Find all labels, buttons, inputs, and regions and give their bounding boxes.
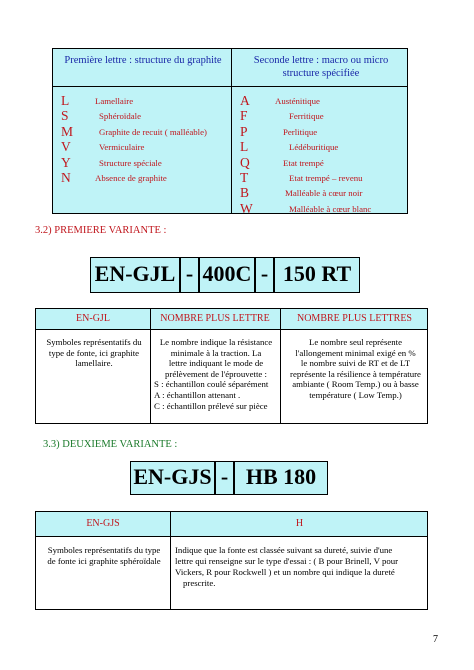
description: Lamellaire <box>95 96 134 106</box>
description: Graphite de recuit ( malléable) <box>99 126 207 137</box>
table-header: EN-GJS <box>86 518 120 529</box>
description: Perlitique <box>283 126 318 137</box>
letter: F <box>240 108 248 124</box>
variant-two-table <box>35 511 428 610</box>
cell-line: lettre indiquant le mode de <box>168 358 264 369</box>
cell-line: type de fonte, ici graphite <box>48 347 140 358</box>
letter: M <box>61 123 74 139</box>
cell-line: A : échantillon attenant . <box>154 389 241 400</box>
cell-line: Symboles représentatifs du <box>46 337 142 347</box>
letter: L <box>61 93 70 108</box>
description: Vermiculaire <box>99 142 145 153</box>
cell-line: Vickers, R pour Rockwell ) et un nombre qui indique la dureté <box>175 567 395 577</box>
cell-line: C : échantillon prélevé sur pièce <box>154 400 268 411</box>
code-part-hb180: HB 180 <box>234 461 328 495</box>
second-letter-list <box>240 93 253 216</box>
table-cell <box>38 337 150 369</box>
cell-line: prescrite. <box>183 578 216 588</box>
letter: Y <box>61 154 71 170</box>
cell-line: Indique que la fonte est classée suivant sa dureté, suivie d'une <box>175 545 393 555</box>
letter: Q <box>240 154 250 170</box>
description: Austénitique <box>275 96 320 106</box>
code-separator: - <box>180 257 199 293</box>
description: Absence de graphite <box>95 173 167 184</box>
letter: B <box>240 185 250 201</box>
description: Malléable à cœur noir <box>285 188 363 199</box>
table-header: NOMBRE PLUS LETTRE <box>160 313 270 324</box>
description: Lédéburitique <box>289 142 339 153</box>
second-letter-descriptions <box>275 93 371 217</box>
description: Etat trempé – revenu <box>289 173 363 184</box>
cell-line: représente la résilience à température <box>290 368 421 379</box>
first-letter-list <box>61 93 73 185</box>
letter: S <box>61 108 69 124</box>
table-cell <box>282 337 429 401</box>
description: Structure spéciale <box>99 157 162 168</box>
page-number: 7 <box>433 634 438 645</box>
table-cell <box>152 337 280 411</box>
section-heading-first-variant: 3.2) PREMIERE VARIANTE : <box>35 225 167 236</box>
code-part-400c: 400C <box>199 257 255 293</box>
second-letter-header: Seconde lettre : macro ou micro structure spécifiée <box>253 55 389 79</box>
code-part-en-gjl: EN-GJL <box>90 257 180 293</box>
table-header: NOMBRE PLUS LETTRES <box>296 313 412 324</box>
cell-line: le nombre suivi de RT et de LT <box>300 358 411 369</box>
code-part-150rt: 150 RT <box>274 257 360 293</box>
description: Etat trempé <box>283 157 324 168</box>
table-header: EN-GJL <box>76 313 110 324</box>
cell-line: l'allongement minimal exigé en % <box>295 347 416 358</box>
cell-line: Le nombre indique la résistance <box>159 337 273 347</box>
code-separator: - <box>215 461 234 495</box>
table-cell <box>38 545 170 567</box>
cell-line: prélèvement de l'éprouvette : <box>165 368 267 379</box>
letter: N <box>61 170 71 186</box>
letter: P <box>240 123 248 139</box>
letter: W <box>240 200 253 216</box>
structure-code-table <box>52 48 408 214</box>
code-separator: - <box>255 257 274 293</box>
variant-one-table <box>35 308 428 424</box>
letter: A <box>240 93 250 108</box>
letter: L <box>240 139 249 155</box>
description: Ferritique <box>289 111 324 122</box>
cell-line: température ( Low Temp.) <box>309 389 402 400</box>
cell-line: lamellaire. <box>75 358 113 369</box>
cell-line: ambiante ( Room Temp.) ou à basse <box>292 379 419 390</box>
cell-line: minimale à la traction. La <box>170 347 262 358</box>
first-letter-descriptions <box>95 93 207 186</box>
cell-line: de fonte ici graphite sphéroïdale <box>47 556 161 566</box>
cell-line: S : échantillon coulé séparément <box>154 379 269 390</box>
cell-line: lettre qui renseigne sur le type d'essai : ( B pour Brinell, V pour <box>175 556 399 566</box>
section-heading-second-variant: 3.3) DEUXIEME VARIANTE : <box>43 439 178 450</box>
description: Malléable à cœur blanc <box>289 203 372 214</box>
description: Sphéroïdale <box>99 111 142 122</box>
code-part-en-gjs: EN-GJS <box>130 461 215 495</box>
first-letter-header: Première lettre : structure du graphite <box>64 55 222 66</box>
table-header: H <box>295 518 304 529</box>
cell-line: Symboles représentatifs du type <box>47 545 161 555</box>
letter: V <box>61 139 71 155</box>
letter: T <box>240 170 249 186</box>
table-cell <box>175 545 427 589</box>
cell-line: Le nombre seul représente <box>308 337 403 347</box>
